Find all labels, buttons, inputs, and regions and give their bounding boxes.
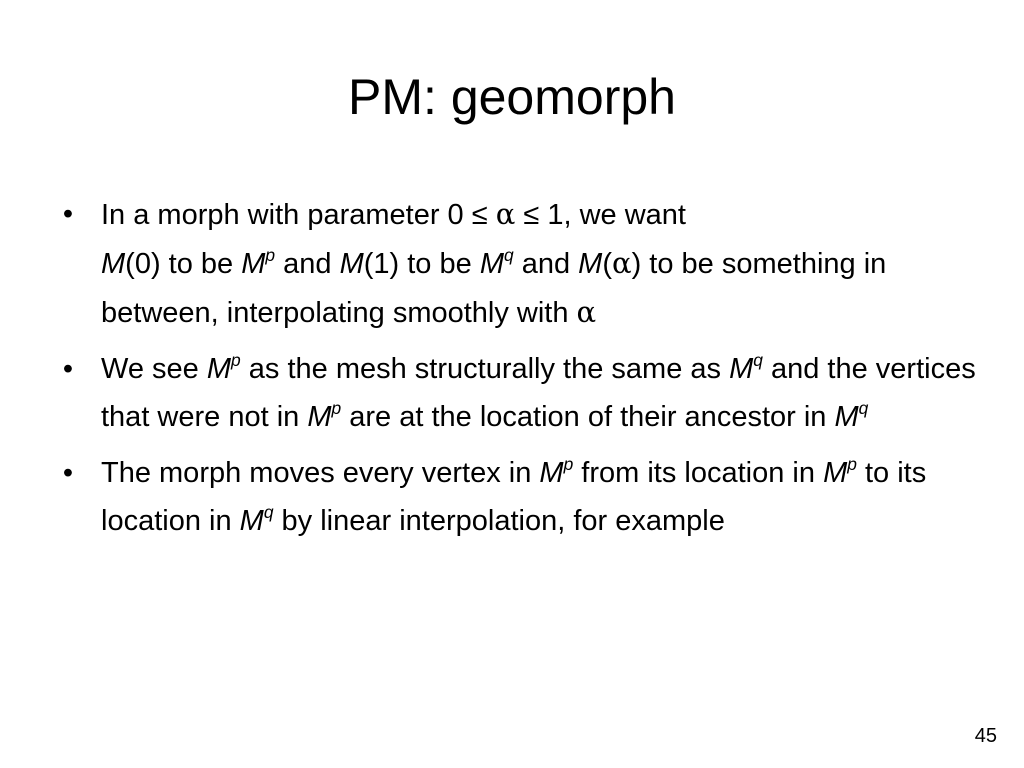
slide-title: PM: geomorph: [348, 69, 676, 125]
bullet-dot-icon: •: [62, 353, 74, 385]
bullet-text: We see $M^p$ as the mesh structurally the same as $M^q$ and the vertices that were not in $M^p$ are at the location of their ancestor in $M^q$: [101, 349, 976, 433]
math-variable: M: [241, 248, 266, 280]
math-variable: M: [578, 248, 603, 280]
greek-symbol: α: [612, 246, 632, 280]
superscript: p: [563, 453, 574, 474]
bullet-item: [58, 190, 978, 337]
greek-symbol: α: [495, 197, 516, 231]
superscript: p: [231, 349, 241, 370]
math-variable: M: [206, 353, 232, 385]
math-variable: M: [101, 248, 126, 280]
math-variable: M: [307, 401, 332, 433]
math-variable: M: [823, 457, 848, 489]
bullet-text: The morph moves every vertex in $M^p$ from its location in $M^p$ to its location in $M^q$ by linear interpolation, for example: [101, 453, 927, 537]
bullet-text: In a morph with parameter 0 ≤ α ≤ 1, we want M(0) to be $M^p$ and M(1) to be $M^q$ and M(α) to be something in between, interpolating smoothly with α: [101, 197, 887, 329]
slide-number: 45: [974, 725, 997, 747]
math-variable: M: [539, 457, 564, 489]
math-variable: M: [339, 248, 364, 280]
bullet-list: [58, 190, 978, 553]
math-variable: M: [729, 353, 754, 385]
superscript: p: [265, 244, 276, 265]
superscript: q: [503, 244, 514, 265]
superscript: q: [858, 397, 869, 418]
bullet-item: [58, 345, 978, 441]
bullet-dot-icon: •: [62, 457, 74, 489]
bullet-dot-icon: •: [62, 198, 74, 230]
superscript: q: [753, 349, 763, 370]
greek-symbol: α: [576, 295, 597, 329]
superscript: q: [263, 501, 274, 522]
superscript: p: [331, 397, 342, 418]
math-variable: M: [479, 248, 504, 280]
superscript: p: [847, 453, 857, 474]
math-variable: M: [834, 401, 859, 433]
bullet-item: [58, 449, 978, 545]
math-variable: M: [239, 505, 264, 537]
